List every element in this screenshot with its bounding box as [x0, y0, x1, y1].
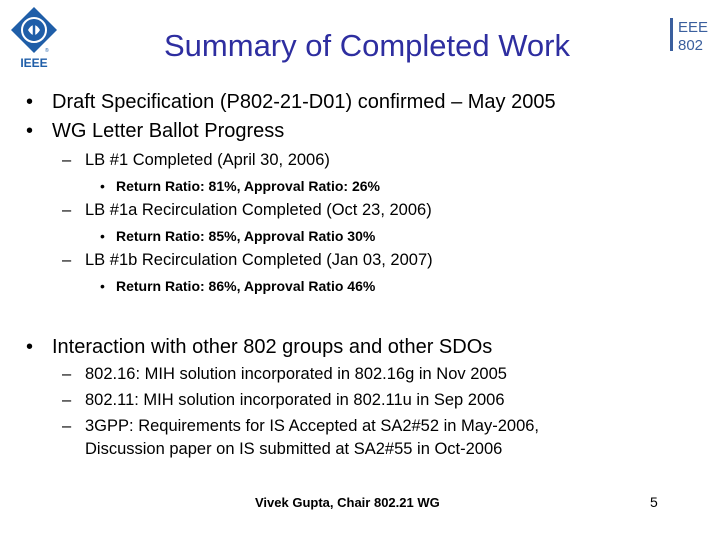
svg-text:®: ®: [45, 48, 49, 54]
sub-bullet-80216: [62, 365, 507, 384]
dash-marker: –: [62, 417, 72, 435]
sub-bullet-lb1: [62, 151, 330, 170]
bullet-draft-specification: [26, 91, 556, 114]
footer-author: Vivek Gupta, Chair 802.21 WG: [255, 495, 440, 510]
bullet-marker: •: [26, 336, 34, 358]
page-number: 5: [650, 494, 658, 510]
ratio-lb1b: [100, 278, 375, 294]
bullet-interaction: [26, 336, 492, 359]
ratio-text: Return Ratio: 81%, Approval Ratio: 26%: [116, 178, 380, 194]
dash-marker: –: [62, 365, 72, 383]
bullet-marker: •: [26, 120, 34, 142]
svg-text:802: 802: [678, 37, 704, 54]
bullet-marker: •: [26, 91, 34, 113]
sub-bullet-text: LB #1a Recirculation Completed (Oct 23, 2006): [85, 201, 432, 219]
bullet-text: Draft Specification (P802-21-D01) confirmed – May 2005: [52, 91, 556, 113]
ratio-lb1: [100, 178, 380, 194]
sub-bullet-3gpp: [62, 417, 539, 436]
sub-bullet-80211: [62, 391, 505, 410]
sub-bullet-text: LB #1 Completed (April 30, 2006): [85, 151, 330, 169]
bullet-text: WG Letter Ballot Progress: [52, 120, 285, 142]
dash-marker: –: [62, 151, 72, 169]
bullet-marker: •: [100, 278, 105, 294]
bullet-text: Interaction with other 802 groups and other SDOs: [52, 336, 493, 358]
sub-bullet-lb1a: [62, 201, 432, 220]
ratio-text: Return Ratio: 85%, Approval Ratio 30%: [116, 228, 376, 244]
sub-bullet-text: 802.11: MIH solution incorporated in 802.11u in Sep 2006: [85, 391, 505, 409]
sub-bullet-3gpp-continuation: Discussion paper on IS submitted at SA2#55 in Oct-2006: [85, 440, 503, 458]
bullet-wg-letter-ballot: [26, 120, 284, 143]
svg-text:IEEE: IEEE: [20, 56, 48, 70]
bullet-marker: •: [100, 178, 105, 194]
sub-bullet-text: 802.16: MIH solution incorporated in 802.16g in Nov 2005: [85, 365, 507, 383]
svg-text:EEE: EEE: [678, 19, 709, 36]
sub-bullet-lb1b: [62, 251, 433, 270]
dash-marker: –: [62, 251, 72, 269]
sub-bullet-text: 3GPP: Requirements for IS Accepted at SA2#52 in May-2006,: [85, 417, 539, 435]
dash-marker: –: [62, 201, 72, 219]
ratio-text: Return Ratio: 86%, Approval Ratio 46%: [116, 278, 376, 294]
ratio-lb1a: [100, 228, 375, 244]
slide-title: Summary of Completed Work: [164, 28, 570, 63]
bullet-marker: •: [100, 228, 105, 244]
dash-marker: –: [62, 391, 72, 409]
sub-bullet-text: LB #1b Recirculation Completed (Jan 03, 2007): [85, 251, 433, 269]
